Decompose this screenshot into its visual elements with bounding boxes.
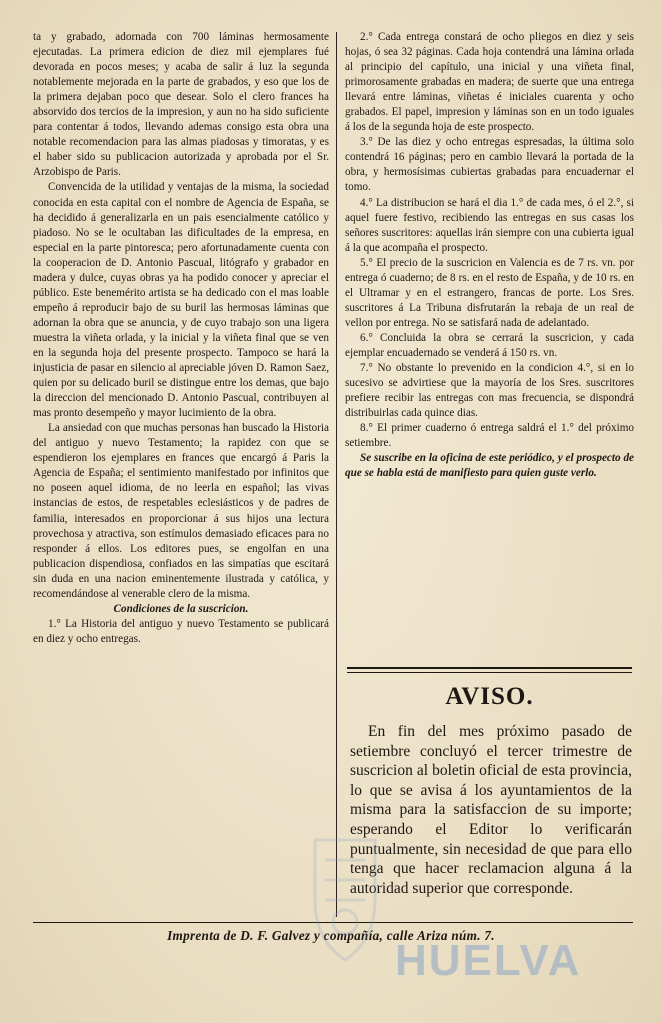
condition-item: 5.° El precio de la suscricion en Valencia es de 7 rs. vn. por entrega ó cuaderno; de 8 rs. en el resto de España, y de 10 rs. en el Ultramar y en el estrangero, francas de porte. Los Sres. suscritores á La Tribuna disfrutarán la rebaja de un real de vellon por entrega. No se satisfará nada de adelantado. bbox=[345, 256, 634, 329]
conditions-heading: Condiciones de la suscricion. bbox=[113, 602, 249, 615]
condition-item: 3.° De las diez y ocho entregas espresadas, la última solo contendrá 16 páginas; pero en cambio llevará la portada de la obra, y hermosísimas cubiertas grabadas para encuadernar el tomo. bbox=[345, 136, 634, 194]
subscription-notice: Se suscribe en la oficina de este periódico, y el prospecto de que se habla está de manifiesto para quien guste verlo. bbox=[345, 452, 634, 480]
left-column bbox=[33, 30, 329, 647]
condition-item: 8.° El primer cuaderno ó entrega saldrá el 1.° del próximo setiembre. bbox=[345, 422, 634, 450]
aviso-title: AVISO. bbox=[445, 683, 534, 710]
condition-item: 4.° La distribucion se hará el dia 1.° de cada mes, ó el 2.°, si aquel fuere festivo, recibiendo las entregas en sus casas los señores suscritores: aquellas irán siempre con una cubierta igual á la que acompaña el prospecto. bbox=[345, 196, 634, 254]
section-rule-thin bbox=[347, 672, 632, 673]
condition-item: 6.° Concluida la obra se cerrará la suscricion, y cada ejemplar encuadernado se venderá á 150 rs. vn. bbox=[345, 331, 634, 359]
paragraph: ta y grabado, adornada con 700 láminas hermosamente ejecutadas. La primera edicion de diez mil ejemplares fué devorada en pocos meses; y acaba de salir á luz la segunda notablemente mejorada en la parte de grabados, y eso que los de la primera dejaban poco que desear. Solo el clero frances ha absorvido dos tercios de la impresion, y aun no ha sido suficiente para contentar á todos, llevando ademas consigo esta obra una notable recomendacion para las almas piadosas y timoratas, y es el haber sido su publicacion autorizada y aprobada por el Sr. Arzobispo de Paris. bbox=[33, 31, 329, 179]
right-column bbox=[345, 30, 634, 481]
paragraph: La ansiedad con que muchas personas han buscado la Historia del antiguo y nuevo Testamento; la rapidez con que se espendieron los ejemplares en frances que encargó á Paris la Agencia de España; el sentimiento manifestado por infinitos que no poseen aquel idioma, de no leerla en español; las vivas instancias de estos, de respetables eclesiásticos y de padres de familia, interesados en proporcionar á sus hijos una lectura provechosa y atractiva, son estímulos demasiado eficaces para no responder á ellos. Los editores pues, se engolfan en una publicacion dispendiosa, confiados en las simpatías que escitará sin duda en una nacion eminentemente ilustrada y católica, y recomendándose al venerable clero de la misma. bbox=[33, 422, 329, 600]
imprint-line: Imprenta de D. F. Galvez y compañía, calle Ariza núm. 7. bbox=[167, 928, 495, 943]
column-divider bbox=[336, 32, 337, 917]
section-rule-thick bbox=[347, 667, 632, 669]
paragraph: Convencida de la utilidad y ventajas de la misma, la sociedad conocida en esta capital con el nombre de Agencia de España, se ha decidido á generalizarla en un pais esencialmente católico y piadoso. No se le ocultaban las dificultades de la empresa, en especial en la parte pintoresca; pero afortunadamente cuenta con la cooperacion de D. Antonio Pascual, litógrafo y grabador en madera y dulce, cuyas obras ya ha podido conocer y apreciar el público. Este benemérito artista se ha dedicado con el mas loable empeño á reproducir bajo de su buril las hermosas láminas que adornan la obra que se anuncia, y de cuyo trabajo son una ligera muestra la viñeta orlada, y la inicial y la viñeta final que se ven en la segunda hoja del presente prospecto. Tampoco se hará la injusticia de pasar en silencio al apreciable jóven D. Ramon Saez, quien por su delicado buril se distingue entre los demas, que bajo la direccion del mencionado D. Antonio Pascual, contribuyen al mas pronto desempeño y mayor lucimiento de la obra. bbox=[33, 181, 329, 420]
watermark-text: HUELVA bbox=[395, 936, 582, 985]
aviso-paragraph: En fin del mes próximo pasado de setiembre concluyó el tercer trimestre de suscricion al boletin oficial de esta provincia, lo que se avisa á los ayuntamientos de la misma para la satisfaccion de su importe; esperando el Editor lo verificarán puntualmente, sin necesidad de que para ello tenga que hacer reclamacion alguna á la autoridad superior que corresponde. bbox=[350, 723, 632, 897]
condition-item: 7.° No obstante lo prevenido en la condicion 4.°, si en lo sucesivo se advirtiese que la mayoría de los Sres. suscritores prefiere recibir las entregas con mas frecuencia, se dispondrá distribuirlas cada quince dias. bbox=[345, 362, 634, 420]
condition-item: 1.° La Historia del antiguo y nuevo Testamento se publicará en diez y ocho entregas. bbox=[33, 617, 329, 645]
condition-item: 2.° Cada entrega constará de ocho pliegos en diez y seis hojas, ó sea 32 páginas. Cada hoja contendrá una lámina orlada al principio del capítulo, una inicial y una viñeta final, primorosamente grabadas en madera; de suerte que una entrega llevará entre láminas, viñetas é iniciales cuarenta y ocho grabados. El papel, impresion y láminas son en un todo iguales á los de la segunda hoja de este prospecto. bbox=[345, 31, 634, 134]
